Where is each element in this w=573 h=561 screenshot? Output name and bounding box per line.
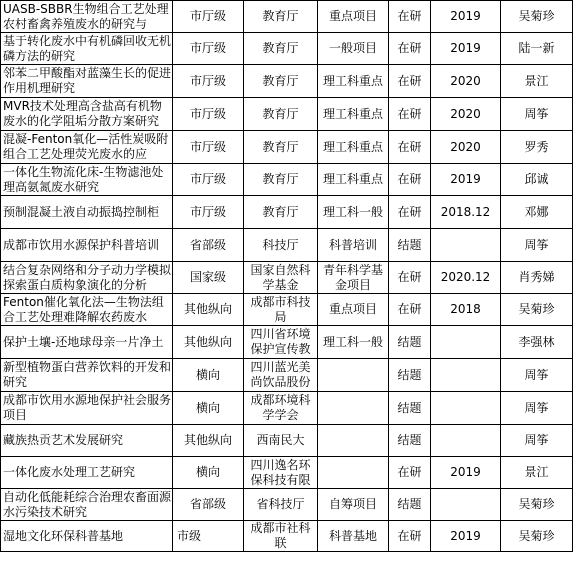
- project-leader-cell: 景江: [501, 65, 573, 98]
- project-level-cell: 省部级: [173, 229, 244, 262]
- table-row: [1, 521, 573, 552]
- project-year-cell: 2019: [431, 164, 501, 196]
- project-status-cell: 在研: [389, 98, 431, 131]
- project-leader-cell: 吴菊珍: [501, 294, 573, 326]
- table-row: [1, 425, 573, 457]
- project-leader-cell: 李强林: [501, 326, 573, 359]
- funding-dept-cell: 省科技厅: [244, 489, 318, 521]
- project-level-cell: 横向: [173, 457, 244, 489]
- funding-dept-cell: 教育厅: [244, 33, 318, 65]
- project-year-cell: 2018.12: [431, 196, 501, 229]
- project-type-cell: 理工科重点: [318, 164, 389, 196]
- table-row: [1, 33, 573, 65]
- project-type-cell: 理工科重点: [318, 131, 389, 164]
- project-status-cell: 结题: [389, 489, 431, 521]
- table-row: [1, 326, 573, 359]
- project-type-cell: [318, 457, 389, 489]
- project-status-cell: 在研: [389, 294, 431, 326]
- project-name-cell: 邻苯二甲酸酯对蓝藻生长的促进作用机理研究: [1, 65, 173, 98]
- project-type-cell: [318, 425, 389, 457]
- project-name-cell: 藏族热贡艺术发展研究: [1, 425, 173, 457]
- table-row: [1, 164, 573, 196]
- table-row: [1, 392, 573, 425]
- project-leader-cell: 陆一新: [501, 33, 573, 65]
- project-level-cell: 其他纵向: [173, 425, 244, 457]
- project-status-cell: 结题: [389, 359, 431, 392]
- project-level-cell: 其他纵向: [173, 326, 244, 359]
- project-status-cell: 在研: [389, 262, 431, 294]
- project-leader-cell: 周筝: [501, 392, 573, 425]
- project-leader-cell: 肖秀娣: [501, 262, 573, 294]
- project-status-cell: 在研: [389, 196, 431, 229]
- table-row: [1, 262, 573, 294]
- project-year-cell: [431, 425, 501, 457]
- project-status-cell: 在研: [389, 521, 431, 552]
- project-name-cell: 一体化生物流化床-生物滤池处理高氨氮废水研究: [1, 164, 173, 196]
- funding-dept-cell: 西南民大: [244, 425, 318, 457]
- project-name-cell: Fenton催化氧化法—生物法组合工艺处理难降解农药废水: [1, 294, 173, 326]
- project-status-cell: 结题: [389, 392, 431, 425]
- table-row: [1, 98, 573, 131]
- project-name-cell: 一体化废水处理工艺研究: [1, 457, 173, 489]
- project-name-cell: 预制混凝土液自动振捣控制柜: [1, 196, 173, 229]
- project-leader-cell: 吴菊珍: [501, 521, 573, 552]
- project-name-cell: 基于转化废水中有机磷回收无机磷方法的研究: [1, 33, 173, 65]
- project-status-cell: 结题: [389, 229, 431, 262]
- project-name-cell: 成都市饮用水源地保护社会服务项目: [1, 392, 173, 425]
- project-type-cell: 科普培训: [318, 229, 389, 262]
- project-level-cell: 省部级: [173, 489, 244, 521]
- project-year-cell: 2018: [431, 294, 501, 326]
- project-name-cell: 结合复杂网络和分子动力学模拟探索蛋白质构象演化的分析: [1, 262, 173, 294]
- project-name-cell: MVR技术处理高含盐高有机物废水的化学阻垢分散方案研究: [1, 98, 173, 131]
- project-type-cell: 青年科学基金项目: [318, 262, 389, 294]
- table-row: [1, 229, 573, 262]
- table-row: [1, 1, 573, 33]
- funding-dept-cell: 成都市社科联: [244, 521, 318, 552]
- project-type-cell: [318, 359, 389, 392]
- project-leader-cell: 周筝: [501, 98, 573, 131]
- project-name-cell: 自动化低能耗综合治理农畜面源水污染技术研究: [1, 489, 173, 521]
- project-year-cell: 2019: [431, 33, 501, 65]
- project-leader-cell: 吴菊珍: [501, 1, 573, 33]
- project-year-cell: [431, 359, 501, 392]
- project-year-cell: [431, 326, 501, 359]
- project-year-cell: [431, 229, 501, 262]
- project-status-cell: 结题: [389, 425, 431, 457]
- project-leader-cell: 吴菊珍: [501, 489, 573, 521]
- project-type-cell: 一般项目: [318, 33, 389, 65]
- project-level-cell: 市厅级: [173, 65, 244, 98]
- project-leader-cell: 罗秀: [501, 131, 573, 164]
- project-status-cell: 在研: [389, 65, 431, 98]
- project-type-cell: 理工科一般: [318, 196, 389, 229]
- funding-dept-cell: 四川逸名环保科技有限: [244, 457, 318, 489]
- project-year-cell: 2019: [431, 1, 501, 33]
- funding-dept-cell: 教育厅: [244, 1, 318, 33]
- funding-dept-cell: 成都环境科学学会: [244, 392, 318, 425]
- project-status-cell: 在研: [389, 33, 431, 65]
- project-level-cell: 其他纵向: [173, 294, 244, 326]
- project-type-cell: 科普基地: [318, 521, 389, 552]
- project-leader-cell: 周筝: [501, 425, 573, 457]
- project-name-cell: UASB-SBBR生物组合工艺处理农村畜禽养殖废水的研究与: [1, 1, 173, 33]
- project-leader-cell: 景江: [501, 457, 573, 489]
- project-leader-cell: 周筝: [501, 359, 573, 392]
- project-leader-cell: 邓娜: [501, 196, 573, 229]
- project-year-cell: 2019: [431, 457, 501, 489]
- funding-dept-cell: 教育厅: [244, 65, 318, 98]
- project-status-cell: 在研: [389, 457, 431, 489]
- project-year-cell: [431, 392, 501, 425]
- project-level-cell: 市厅级: [173, 98, 244, 131]
- project-type-cell: 理工科一般: [318, 326, 389, 359]
- project-leader-cell: 邱诚: [501, 164, 573, 196]
- project-name-cell: 成都市饮用水源保护科普培训: [1, 229, 173, 262]
- project-type-cell: 自筹项目: [318, 489, 389, 521]
- project-name-cell: 湿地文化环保科普基地: [1, 521, 173, 552]
- table-row: [1, 294, 573, 326]
- funding-dept-cell: 成都市科技局: [244, 294, 318, 326]
- funding-dept-cell: 教育厅: [244, 98, 318, 131]
- table-row: [1, 489, 573, 521]
- project-year-cell: 2020.12: [431, 262, 501, 294]
- table-row: [1, 359, 573, 392]
- project-level-cell: 市厅级: [173, 131, 244, 164]
- funding-dept-cell: 科技厅: [244, 229, 318, 262]
- project-type-cell: [318, 392, 389, 425]
- funding-dept-cell: 教育厅: [244, 131, 318, 164]
- project-level-cell: 市厅级: [173, 196, 244, 229]
- funding-dept-cell: 教育厅: [244, 164, 318, 196]
- funding-dept-cell: 国家自然科学基金: [244, 262, 318, 294]
- project-status-cell: 在研: [389, 131, 431, 164]
- project-year-cell: [431, 489, 501, 521]
- project-year-cell: 2019: [431, 521, 501, 552]
- project-level-cell: 横向: [173, 392, 244, 425]
- project-leader-cell: 周筝: [501, 229, 573, 262]
- project-name-cell: 新型植物蛋白营养饮料的开发和研究: [1, 359, 173, 392]
- table-row: [1, 65, 573, 98]
- project-level-cell: 市厅级: [173, 33, 244, 65]
- project-type-cell: 理工科重点: [318, 65, 389, 98]
- project-level-cell: 国家级: [173, 262, 244, 294]
- project-year-cell: 2020: [431, 98, 501, 131]
- project-level-cell: 市厅级: [173, 1, 244, 33]
- project-status-cell: 结题: [389, 326, 431, 359]
- project-name-cell: 混凝-Fenton氧化—活性炭吸附组合工艺处理荧光废水的应: [1, 131, 173, 164]
- project-type-cell: 重点项目: [318, 294, 389, 326]
- project-year-cell: 2020: [431, 131, 501, 164]
- project-level-cell: 横向: [173, 359, 244, 392]
- project-level-cell: 市级: [173, 521, 244, 552]
- project-status-cell: 在研: [389, 1, 431, 33]
- project-year-cell: 2020: [431, 65, 501, 98]
- project-status-cell: 在研: [389, 164, 431, 196]
- funding-dept-cell: 四川蓝光美尚饮品股份: [244, 359, 318, 392]
- funding-dept-cell: 教育厅: [244, 196, 318, 229]
- project-name-cell: 保护土壤-还地球母亲一片净土: [1, 326, 173, 359]
- project-type-cell: 理工科重点: [318, 98, 389, 131]
- table-row: [1, 131, 573, 164]
- table-row: [1, 196, 573, 229]
- project-type-cell: 重点项目: [318, 1, 389, 33]
- funding-dept-cell: 四川省环境保护宣传教: [244, 326, 318, 359]
- table-row: [1, 457, 573, 489]
- project-level-cell: 市厅级: [173, 164, 244, 196]
